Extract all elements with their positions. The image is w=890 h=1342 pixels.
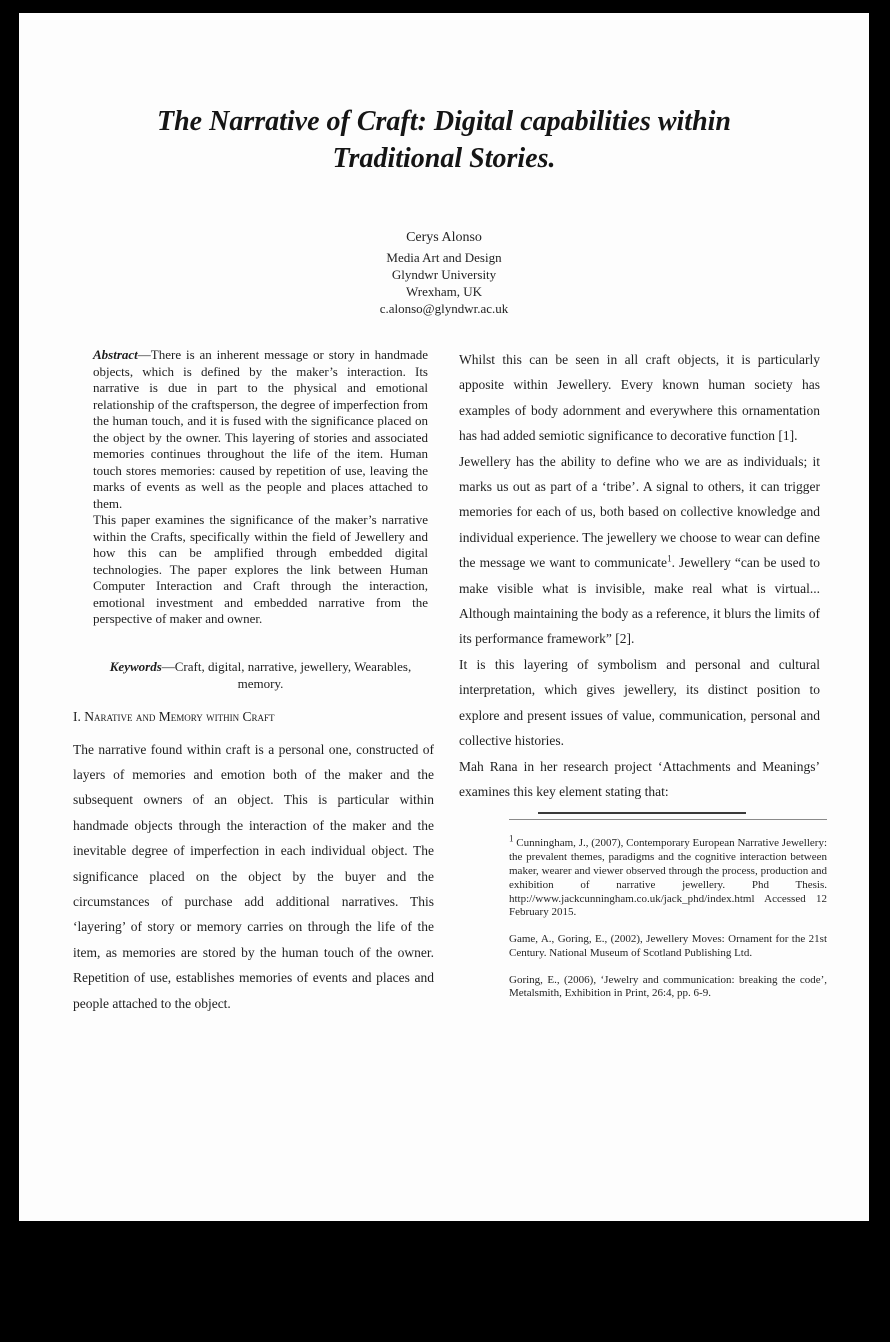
left-column xyxy=(73,347,434,1016)
paper-title-line2: Traditional Stories. xyxy=(332,143,556,174)
right-column xyxy=(459,347,827,1016)
abstract-label: Abstract xyxy=(93,347,138,362)
footnote-1-number: 1 xyxy=(509,833,514,844)
section-1-body: The narrative found within craft is a personal one, constructed of layers of memories and emotion both of the maker and the subsequent owners of an object. This is particular within handmade objects through the interaction of the maker and the inevitable degree of imperfection in each individual object. The significance placed on the object by the buyer and the circumstances of purchase add additional narratives. This ‘layering’ of story or memory carries on through the life of the item, as memories are stored by the human touch of the owner. Repetition of use, establishes memories of events and places and people attached to the object. xyxy=(73,741,434,1011)
right-paragraph-2-text-cont: . Jewellery “can be used to make visible what is invisible, make real what is virtual... Although maintaining the body as a reference, it blurs the limits of its performance framework” [2]. xyxy=(459,555,820,647)
footnotes xyxy=(509,833,827,1001)
right-paragraph-3: It is this layering of symbolism and personal and cultural interpretation, which gives jewellery, its distinct position to explore and present issues of value, communication, personal and collective histories. xyxy=(459,656,820,749)
author-department: Media Art and Design xyxy=(386,250,502,265)
footnote-1 xyxy=(509,833,827,920)
abstract-paragraph-1 xyxy=(93,347,428,512)
author-university: Glyndwr University xyxy=(391,267,497,282)
author-name: Cerys Alonso xyxy=(406,230,482,245)
paper-title-line1: The Narrative of Craft: Digital capabilities within xyxy=(157,106,731,137)
footnote-1-text: Cunningham, J., (2007), Contemporary European Narrative Jewellery: the prevalent themes, paradigms and the cognitive interaction between maker, wearer and viewer observed through the process, production and exhibition of narrative jewellery. Phd Thesis. http://www.jackcunningham.co.uk/jack_phd/index.html Accessed 12 February 2015. xyxy=(509,837,827,919)
author-email: c.alonso@glyndwr.ac.uk xyxy=(379,301,509,316)
footnote-separator-short xyxy=(538,812,746,814)
paper-page xyxy=(19,13,869,1221)
keywords xyxy=(93,658,428,692)
author-location: Wrexham, UK xyxy=(405,284,482,299)
abstract-paragraph-2: This paper examines the significance of the maker’s narrative within the Crafts, specifically within the field of Jewellery and how this can be amplified through embedded digital technologies. The paper explores the link between Human Computer Interaction and Craft through the interaction, emotional investment and embedded narrative from the perspective of maker and owner. xyxy=(93,512,428,626)
right-paragraph-1: Whilst this can be seen in all craft objects, it is particularly apposite within Jewellery. Every known human society has examples of body adornment and everywhere this ornamentation has had added semiotic significance to decorative function [1]. xyxy=(459,352,820,444)
abstract-text-1: —There is an inherent message or story in handmade objects, which is defined by the maker’s interaction. Its narrative is due in part to the physical and emotional relationship of the craftsperson, the degree of imperfection from the human touch, and it is fused with the significance placed on the object by the owner. This layering of stories and associated memories continues throughout the life of the item. Human touch stores memories: caused by repetition of use, leaving the marks of events as well as the people and places attached to them. xyxy=(93,347,428,511)
footnote-reference-1: 1 xyxy=(667,553,672,564)
keywords-text: —Craft, digital, narrative, jewellery, Wearables, memory. xyxy=(161,658,412,691)
right-paragraph-2-text: Jewellery has the ability to define who we are as individuals; it marks us out as part of a ‘tribe’. A signal to others, it can trigger memories for each of us, both based on collective knowledge and individual experience. The jewellery we choose to wear can define the message we want to communicate xyxy=(459,453,820,571)
footnote-separator-long xyxy=(509,819,827,820)
two-column-body xyxy=(73,347,869,1016)
footnote-3: Goring, E., (2006), ‘Jewelry and communication: breaking the code’, Metalsmith, Exhibition in Print, 26:4, pp. 6-9. xyxy=(509,973,827,1000)
section-1-heading: I. Narative and Memory within Craft xyxy=(73,708,275,724)
footnote-2: Game, A., Goring, E., (2002), Jewellery Moves: Ornament for the 21st Century. National Museum of Scotland Publishing Ltd. xyxy=(509,933,827,959)
keywords-label: Keywords xyxy=(109,658,162,674)
paper-title xyxy=(54,103,834,177)
right-paragraph-4: Mah Rana in her research project ‘Attachments and Meanings’ examines this key element stating that: xyxy=(459,758,820,799)
author-block xyxy=(19,229,869,317)
abstract xyxy=(93,347,428,628)
right-paragraph-2 xyxy=(459,449,820,652)
